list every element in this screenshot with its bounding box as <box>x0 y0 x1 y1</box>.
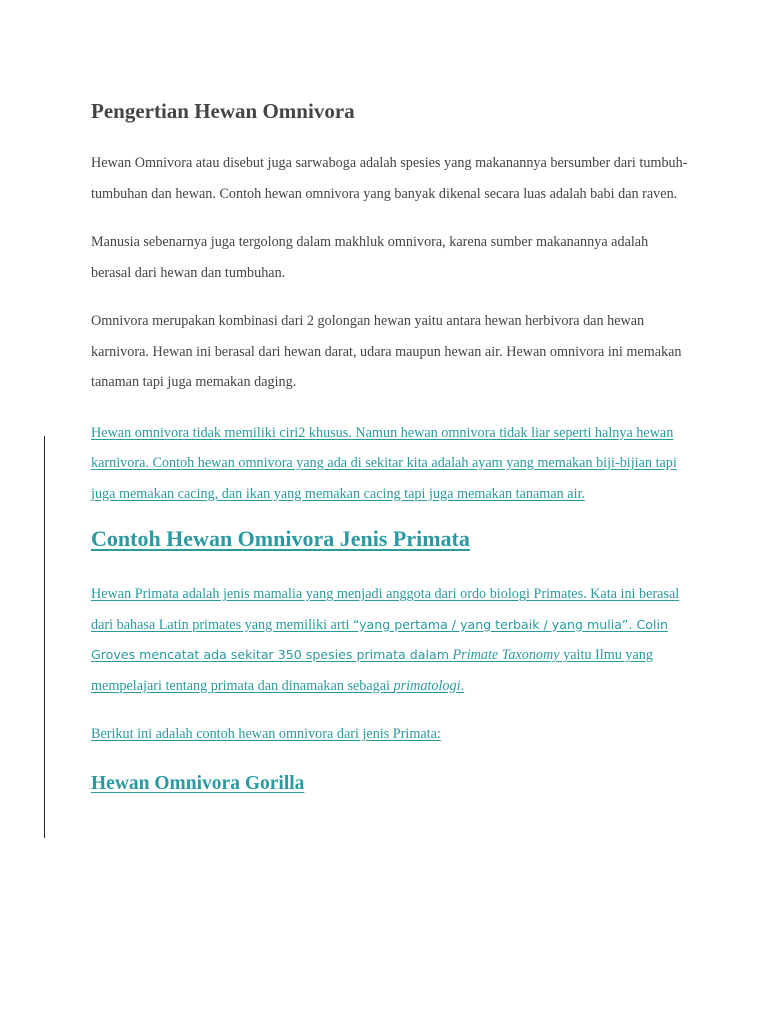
subheading-gorilla[interactable]: Hewan Omnivora Gorilla <box>91 772 305 794</box>
change-bar <box>44 436 45 838</box>
section-heading-primata[interactable]: Contoh Hewan Omnivora Jenis Primata <box>91 526 470 551</box>
link-paragraph-characteristics[interactable] <box>91 418 691 510</box>
primata-link[interactable]: Hewan Primata adalah jenis mamalia yang menjadi anggota dari ordo biologi Primates. Kata ini berasal dari bahasa Latin primates yang memiliki arti “yang pertama / yang terbaik / yang mulia”. Colin Groves mencatat ada sekitar 350 spesies primata dalam Primate Taxonomy yaitu Ilmu yang mempelajari tentang primata dan dinamakan sebagai primatologi. <box>91 586 680 694</box>
paragraph-primata[interactable] <box>91 579 691 701</box>
paragraph-definition: Hewan Omnivora atau disebut juga sarwaboga adalah spesies yang makanannya bersumber dari tumbuh-tumbuhan dan hewan. Contoh hewan omnivora yang banyak dikenal secara luas adalah babi dan raven. <box>91 155 688 202</box>
paragraph-humans: Manusia sebenarnya juga tergolong dalam makhluk omnivora, karena sumber makanannya adalah berasal dari hewan dan tumbuhan. <box>91 234 649 281</box>
document-page <box>91 96 691 804</box>
paragraph-combination: Omnivora merupakan kombinasi dari 2 golongan hewan yaitu antara hewan herbivora dan hewan karnivora. Hewan ini berasal dari hewan darat, udara maupun hewan air. Hewan omnivora ini memakan tanaman tapi juga memakan daging. <box>91 313 682 390</box>
page-title: Pengertian Hewan Omnivora <box>91 99 355 123</box>
paragraph-list-intro[interactable] <box>91 719 691 750</box>
characteristics-link[interactable]: Hewan omnivora tidak memiliki ciri2 khusus. Namun hewan omnivora tidak liar seperti halnya hewan karnivora. Contoh hewan omnivora yang ada di sekitar kita adalah ayam yang memakan biji-bijian tapi juga memakan cacing, dan ikan yang memakan cacing tapi juga memakan tanaman air. <box>91 424 677 502</box>
list-intro-link[interactable]: Berikut ini adalah contoh hewan omnivora dari jenis Primata: <box>91 726 441 742</box>
